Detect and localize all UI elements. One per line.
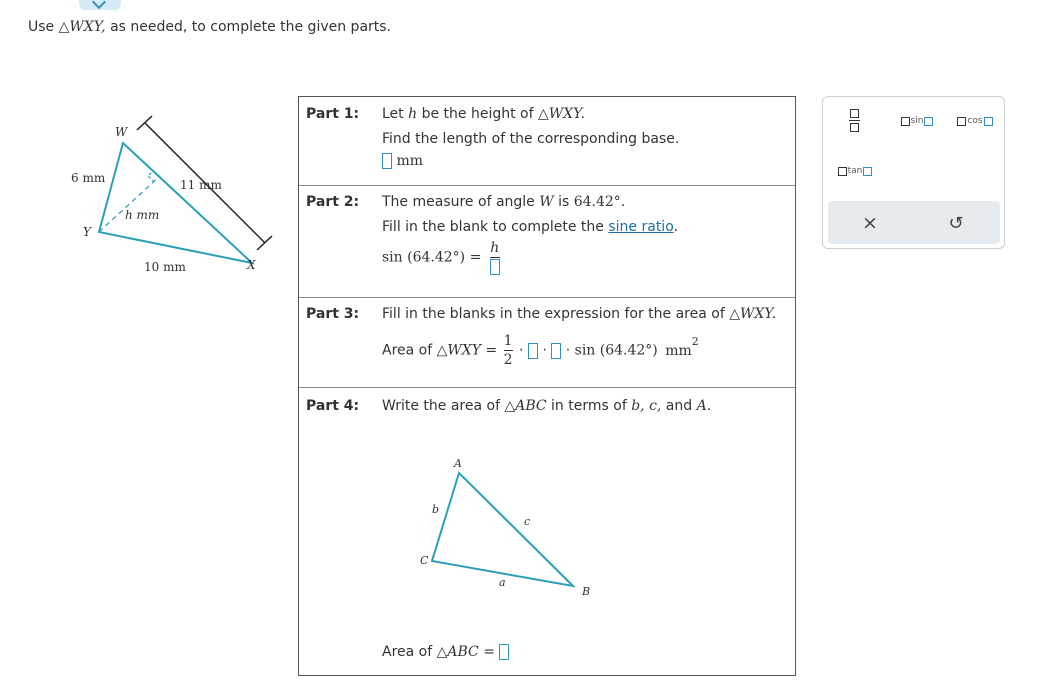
part-3-label: Part 3: (306, 306, 360, 322)
vertex-w-label: W (115, 125, 128, 139)
sine-ratio-link[interactable]: sine ratio (608, 219, 674, 235)
part-3-prompt: Fill in the blanks in the expression for the area of △WXY. (382, 306, 777, 322)
math-keypad (822, 96, 1005, 249)
side-c-label: c (524, 515, 531, 528)
part-3 (299, 298, 795, 388)
undo-button[interactable] (936, 209, 976, 237)
close-icon: × (862, 212, 878, 234)
part-1 (299, 97, 795, 185)
instruction-text: Use △WXY, as needed, to complete the given parts. (28, 19, 392, 35)
part-1-answer-input[interactable] (382, 153, 392, 169)
part-1-prompt: Let h be the height of △WXY. (382, 106, 586, 122)
fraction-button[interactable] (843, 103, 865, 137)
parts-panel (298, 96, 796, 676)
part-2-equation: sin (64.42°) = h (382, 240, 500, 275)
side-b-label: b (432, 503, 440, 516)
height-line (99, 176, 160, 232)
part-3-first-input[interactable] (528, 343, 538, 359)
vertex-c-label: C (420, 554, 429, 567)
part-1-instruction: Find the length of the corresponding base. (382, 131, 680, 147)
side-yx-label: 10 mm (144, 260, 186, 274)
triangle-wxy (99, 143, 252, 263)
part-1-label: Part 1: (306, 106, 360, 122)
clear-button[interactable] (850, 209, 890, 237)
part-4-answer-row: Area of △ABC = (382, 644, 509, 660)
part-4-answer-input[interactable] (499, 644, 509, 660)
part-4-prompt: Write the area of △ABC in terms of b, c, and A. (382, 398, 712, 414)
keypad-action-bar (828, 201, 1000, 244)
side-a-label: a (499, 576, 506, 589)
side-wy-label: 6 mm (71, 171, 106, 185)
fraction-icon (850, 109, 859, 118)
part-2-label: Part 2: (306, 194, 360, 210)
height-label: h mm (125, 208, 160, 222)
tan-button[interactable]: tan (833, 161, 877, 181)
triangle-abc (432, 473, 573, 586)
part-2 (299, 186, 795, 298)
part-1-unit: mm (396, 153, 424, 169)
cos-button[interactable]: cos (951, 111, 999, 131)
vertex-a-label: A (454, 457, 462, 470)
part-2-denominator-input[interactable] (490, 259, 500, 275)
part-3-equation: Area of △WXY = $\frac{1}{2}$ · · · sin (64.42°) $mm^2$ (382, 333, 699, 368)
vertex-b-label: B (582, 585, 591, 598)
part-1-answer-row (382, 153, 423, 169)
part-2-prompt: The measure of angle W is 64.42°. (382, 194, 626, 210)
triangle-wxy-figure (55, 100, 295, 290)
triangle-abc-figure (416, 453, 616, 603)
sin-button[interactable]: sin (893, 111, 941, 131)
part-4-label: Part 4: (306, 398, 360, 414)
side-wx-label: 11 mm (180, 178, 222, 192)
vertex-x-label: X (247, 258, 256, 272)
undo-icon: ↺ (948, 212, 964, 234)
part-3-second-input[interactable] (551, 343, 561, 359)
vertex-y-label: Y (83, 225, 91, 239)
part-2-instruction: Fill in the blank to complete the sine ratio. (382, 219, 678, 235)
